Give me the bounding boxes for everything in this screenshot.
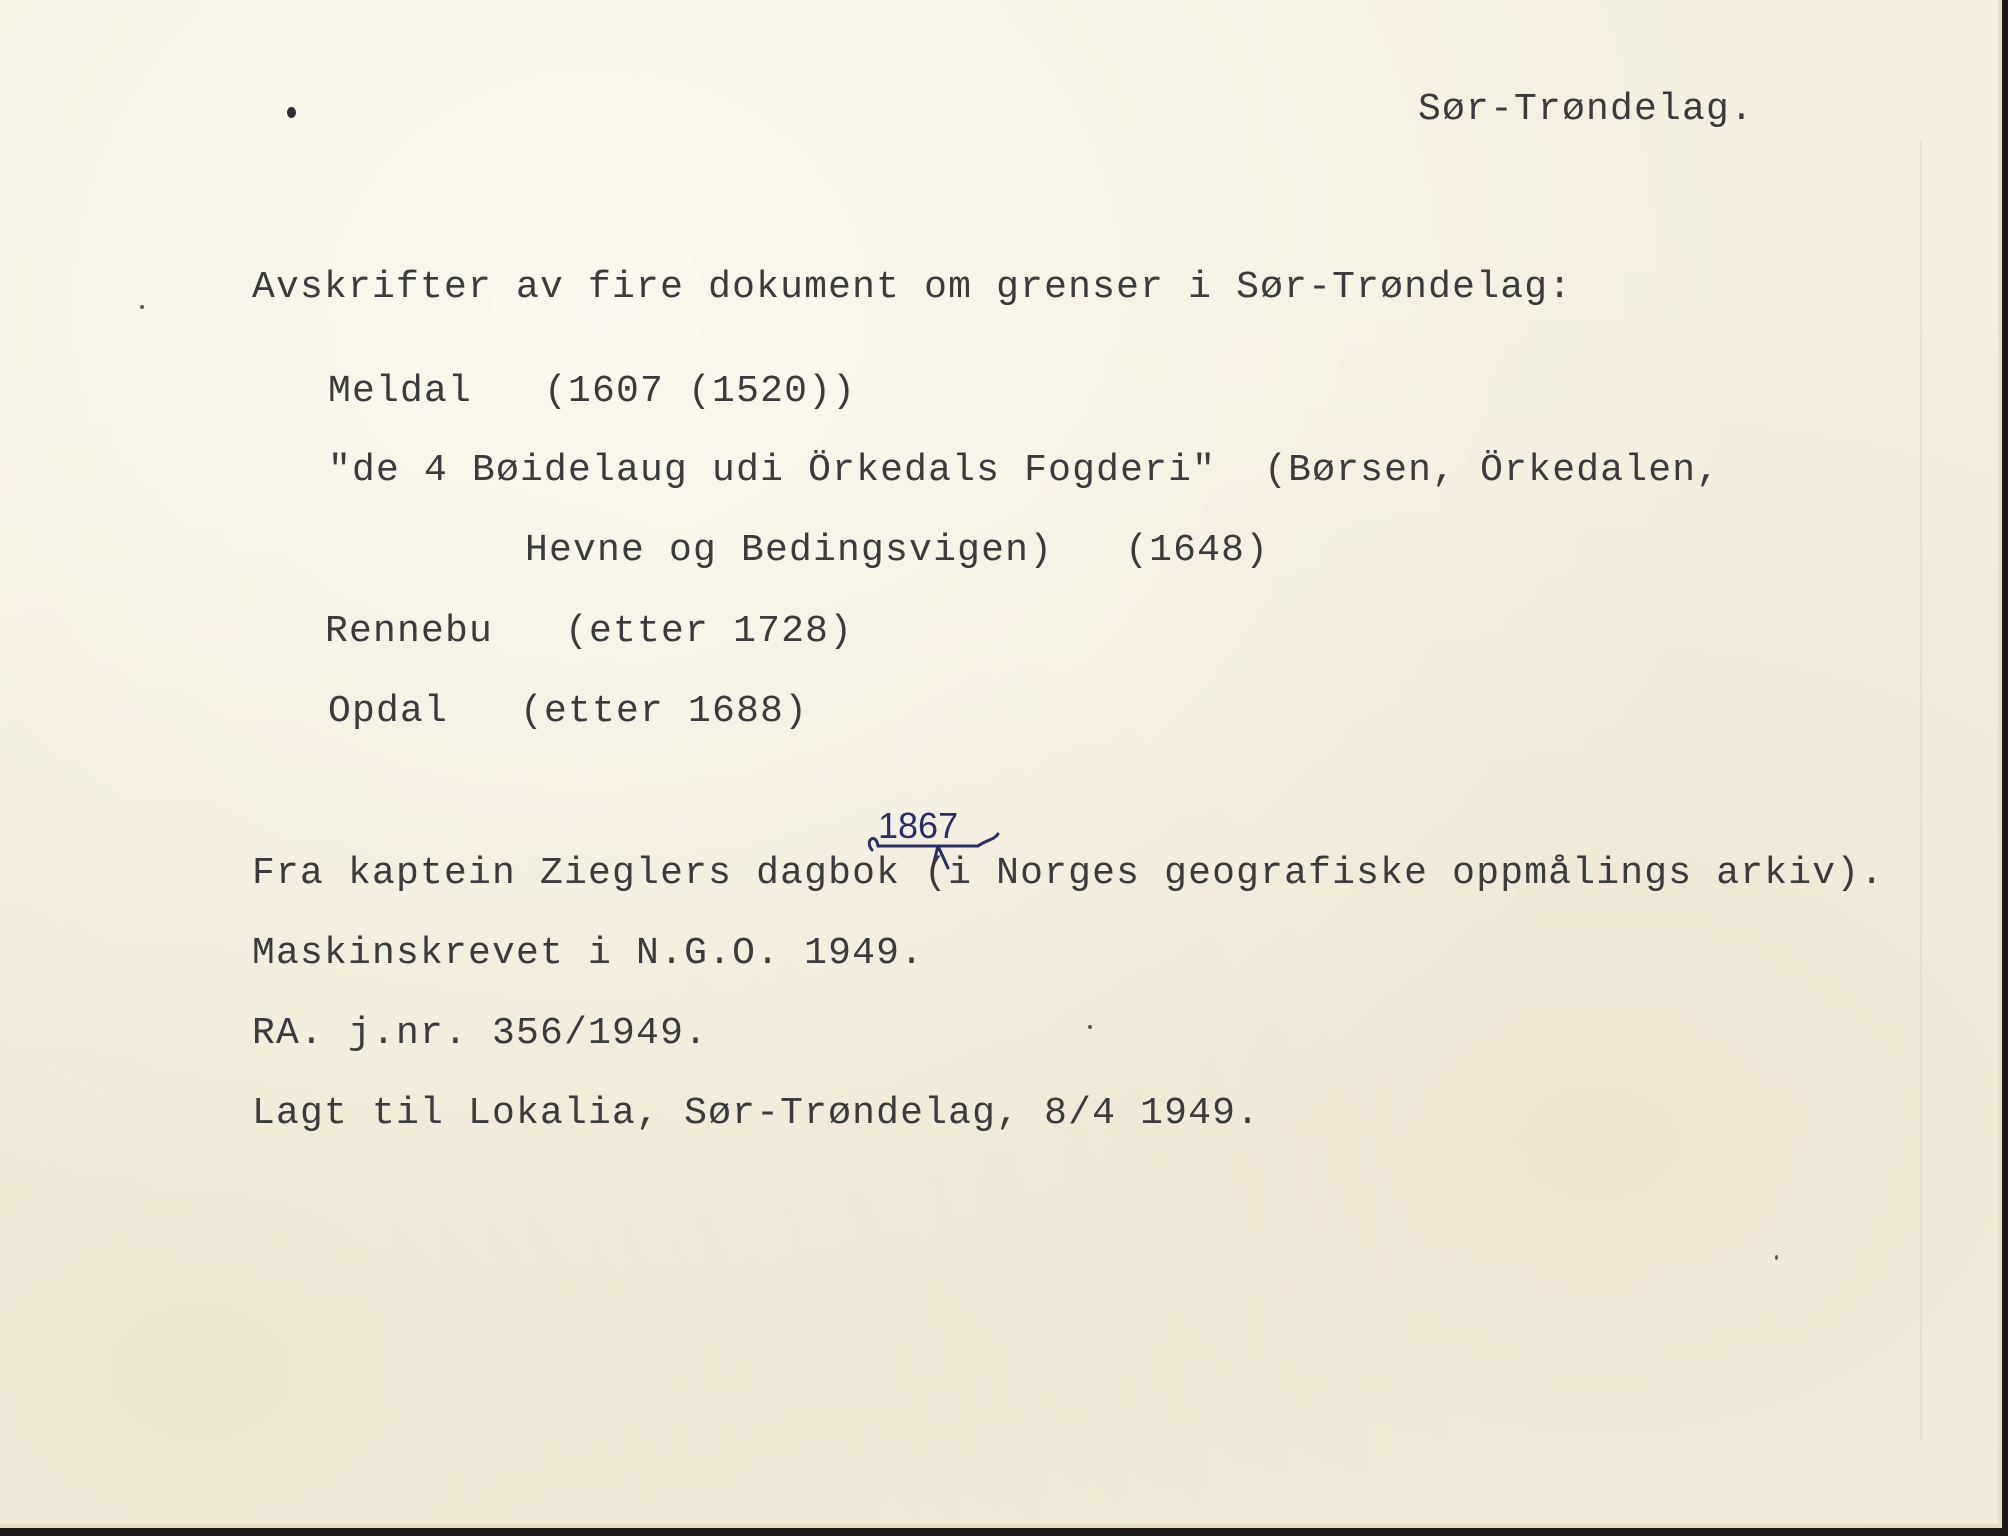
- journal-number: RA. j.nr. 356/1949.: [252, 1012, 709, 1055]
- paper-speck: [1775, 1255, 1778, 1260]
- typed-note: Maskinskrevet i N.G.O. 1949.: [252, 932, 925, 975]
- ink-dot: [287, 107, 296, 118]
- entry-rennebu: Rennebu (etter 1728): [325, 610, 854, 653]
- region-heading: Sør-Trøndelag.: [1418, 88, 1755, 131]
- entry-boidelaug: "de 4 Bøidelaug udi Örkedals Fogderi" (Børsen, Örkedalen,: [328, 449, 1721, 492]
- source-line: Fra kaptein Zieglers dagbok (i Norges geografiske oppmålings arkiv).: [252, 852, 1885, 895]
- entry-boidelaug-continued: Hevne og Bedingsvigen) (1648): [525, 529, 1270, 572]
- entry-opdal: Opdal (etter 1688): [328, 690, 809, 733]
- filed-note: Lagt til Lokalia, Sør-Trøndelag, 8/4 1949.: [252, 1092, 1261, 1135]
- intro-line: Avskrifter av fire dokument om grenser i Sør-Trøndelag:: [252, 266, 1573, 309]
- entry-meldal: Meldal (1607 (1520)): [328, 370, 857, 413]
- paper-speck: [1088, 1025, 1092, 1029]
- handwritten-year: 1867: [878, 805, 959, 846]
- paper-speck: [140, 305, 144, 309]
